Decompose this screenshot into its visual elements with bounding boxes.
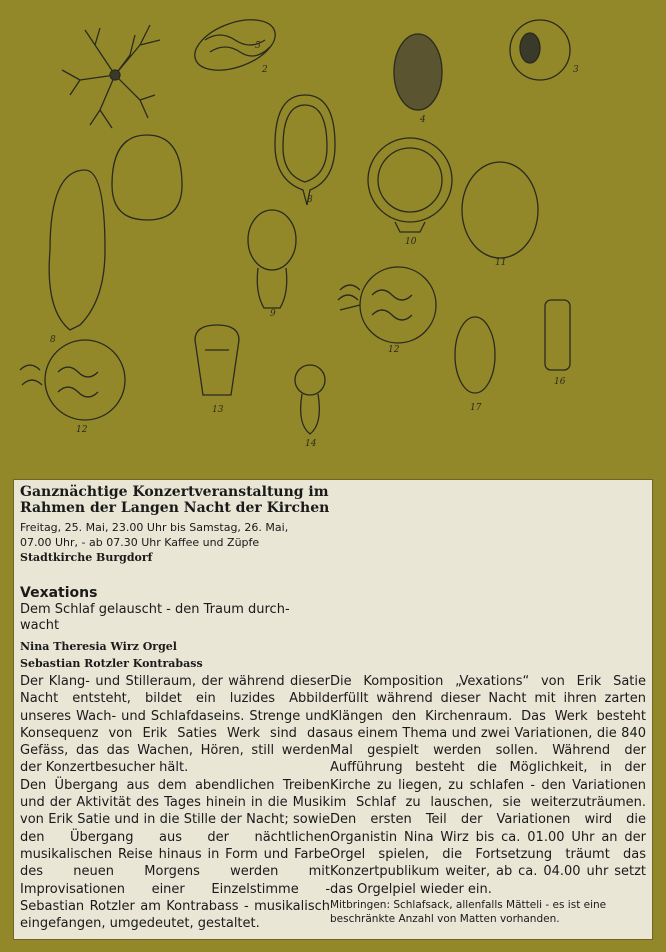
figure-number: 13 [212,405,224,415]
body-left-column [20,673,330,932]
body-columns [20,673,646,932]
plankton-drawings [0,0,666,470]
organism-13-icon [195,325,239,395]
organism-16-icon [545,300,570,370]
branching-organism-icon [62,25,160,128]
figure-number: 9 [270,309,276,319]
event-datetime: Freitag, 25. Mai, 23.00 Uhr bis Samstag, 26. Mai, 07.00 Uhr, - ab 07.30 Uhr Kaffee und Züpfe [20,521,289,549]
figure-number: 14 [305,439,317,449]
figure-number: 4 [420,115,426,125]
body-right-column [330,673,646,932]
performer-organ: Nina Theresia Wirz Orgel [20,640,177,653]
figure-number: 8 [50,335,56,345]
performer-bass: Sebastian Rotzler Kontrabass [20,657,203,670]
figure-number: 16 [554,377,566,387]
event-card [13,479,653,940]
organism-14-icon [295,365,325,434]
organism-5-icon [510,20,570,80]
figure-number: 10 [405,237,417,247]
work-subtitle: Dem Schlaf gelauscht - den Traum durch-wacht [20,602,290,633]
bring-along-note: Mitbringen: Schlafsack, allenfalls Mätteli - es ist eine beschränkte Anzahl von Matten vorhanden. [330,898,607,925]
figure-number: 3 [573,65,579,75]
organism-10-icon [368,138,452,232]
body-paragraph: Der Klang- und Stilleraum, der während dieser Nacht entsteht, bildet ein luzides Abbild unseres Wach- und Schlafdaseins. Strenge und Konsequenz von Erik Saties Werk sind das Gefäss, das das Wachen, Hören, still werden der Konzertbesucher hält. [20,674,331,776]
event-title: Ganznächtige Konzertveranstaltung im Rahmen der Langen Nacht der Kirchen [20,484,330,516]
figure-number: 2 [262,65,268,75]
event-venue: Stadtkirche Burgdorf [20,551,153,564]
figure-number: 12 [76,425,88,435]
organism-2-icon [188,10,282,80]
performer-list [20,638,646,672]
figure-number: 12 [388,345,400,355]
body-paragraph: Die Komposition „Vexations“ von Erik Satie erfüllt während dieser Nacht mit ihren zarten Klängen den Kirchenraum. Das Werk besteht aus einem Thema und zwei Variationen, die 840 Mal gespielt werden sollen. Während der Aufführung besteht die Möglichkeit, in der Kirche zu liegen, zu schlafen - den Variationen im Schlaf zu lauschen, sie weiterzuträumen. Den ersten Teil der Variationen wird die Organistin Nina Wirz bis ca. 01.00 Uhr an der Orgel spielen, die Fortsetzung träumt das Konzertpublikum weiter, ab ca. 04.00 uhr setzt das Orgelpiel wieder ein. [330,674,646,897]
figure-number: 8 [307,195,313,205]
figure-number: 5 [255,41,261,51]
body-paragraph: Den Übergang aus dem abendlichen Treiben und der Aktivität des Tages hinein in die Musik von Erik Satie und in die Stille der Nacht; sowie den Übergang aus der nächtlichen musikalischen Reise hinaus in Form und Farbe des neuen Morgens werden mit Improvisationen einer Einzelstimme - Sebastian Rotzler am Kontrabass - musikalisch eingefangen, umgedeutet, gestaltet. [20,777,331,932]
figure-number: 11 [495,258,507,268]
organism-12-icon [338,267,436,343]
figure-number: 17 [470,403,482,413]
organism-bell-icon [112,135,182,220]
organism-9-icon [248,210,296,308]
plankton-illustration [0,0,666,470]
organism-4-icon [394,34,442,110]
work-title: Vexations [20,585,98,601]
organism-8-icon [275,95,335,205]
organism-8b-icon [49,170,105,330]
organism-12b-icon [20,340,125,420]
organism-11-icon [462,162,538,258]
organism-17-icon [455,317,495,393]
